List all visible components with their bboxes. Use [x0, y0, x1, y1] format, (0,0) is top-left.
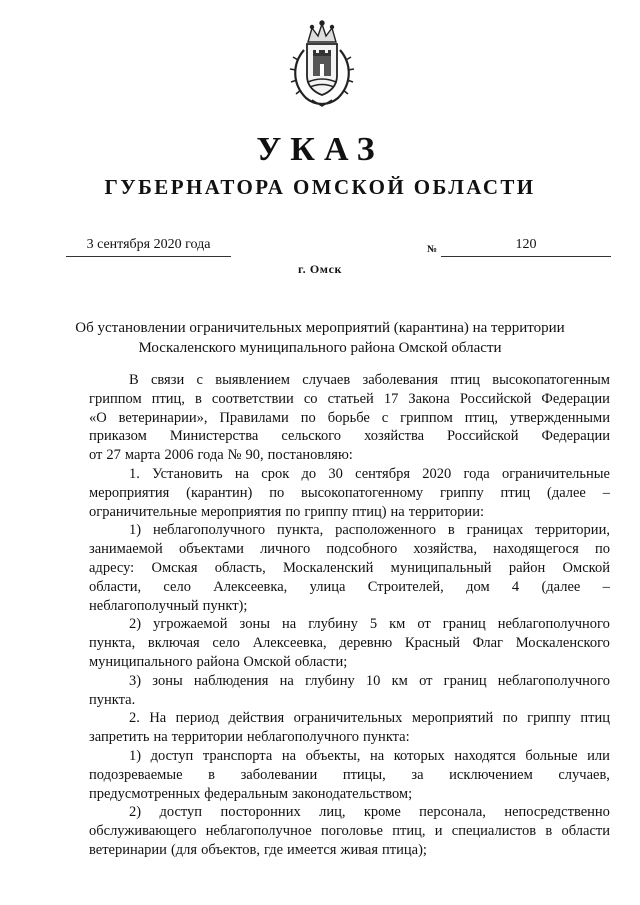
word: в [545, 823, 553, 840]
word: неблагополучного [497, 672, 610, 689]
word: хозяйства, [413, 541, 477, 558]
word: по [300, 409, 316, 426]
word: от [419, 672, 433, 689]
body-line [89, 521, 610, 540]
word: на [279, 672, 294, 689]
document-date: 3 сентября 2020 года [66, 236, 231, 257]
document-body [89, 371, 610, 860]
word: – [602, 578, 610, 595]
heading-line: Москаленского муниципального района Омской области [138, 340, 502, 356]
word: со [303, 390, 318, 407]
word: территории, [535, 522, 610, 539]
word: статьей [327, 390, 374, 407]
body-line [89, 785, 610, 804]
word: федеральным [204, 785, 289, 802]
body-line [89, 822, 610, 841]
body-line [89, 390, 610, 409]
word: птиц, [392, 823, 426, 840]
word: гриппу [440, 484, 484, 501]
word: которых [393, 747, 445, 764]
body-line [89, 409, 610, 428]
word: до [301, 465, 317, 482]
word: заболевания [362, 372, 439, 388]
word: на [390, 503, 405, 520]
word: км [389, 616, 406, 633]
body-line [89, 728, 610, 747]
word: 17 [383, 390, 399, 407]
word: неблагополучный [89, 597, 199, 614]
word: мероприятия [89, 484, 170, 501]
word: неблагополучного [497, 616, 610, 633]
word: от [89, 447, 103, 464]
word: (далее [541, 578, 581, 595]
number-label: № [427, 244, 438, 255]
document-heading [0, 318, 640, 358]
word: высокопатогенным [492, 372, 610, 388]
word: 27 [106, 447, 121, 464]
word: птица); [382, 841, 427, 858]
body-line [89, 578, 610, 597]
word: и [434, 823, 443, 840]
word: объектами [178, 541, 244, 558]
word: включая [147, 635, 200, 652]
word: ограничительные [89, 503, 198, 520]
word: выявлением [215, 372, 290, 388]
word: пункта. [89, 691, 136, 708]
word: срок [261, 465, 290, 482]
word: заболевании [240, 766, 318, 783]
word: Омской [243, 653, 291, 670]
city: г. Омск [297, 262, 343, 276]
word: ограничительных [293, 710, 403, 727]
word: (для [170, 841, 198, 858]
word: года [463, 465, 490, 482]
word: подозреваемые [89, 766, 183, 783]
word: (карантин) [186, 484, 253, 501]
word: района [196, 653, 240, 670]
issuer-title: ГУБЕРНАТОРА ОМСКОЙ ОБЛАСТИ [104, 175, 536, 199]
word: в [447, 522, 455, 539]
word: лиц, [319, 804, 346, 821]
word: в [194, 390, 202, 407]
word: 2) [129, 616, 142, 633]
body-line [89, 465, 610, 484]
word: 2. [129, 710, 140, 727]
word: Москаленский [282, 559, 374, 576]
word: соответствии [211, 390, 294, 407]
body-line [89, 672, 610, 691]
word: 30 [328, 465, 343, 482]
word: птиц [450, 372, 480, 388]
word: гриппу [304, 503, 349, 520]
word: имеется [287, 841, 337, 858]
body-line [89, 803, 610, 822]
word: непосредственно [504, 804, 610, 821]
word: область, [214, 559, 266, 576]
word: 2020 [422, 465, 452, 482]
word: (далее [546, 484, 586, 501]
body-line [89, 597, 610, 616]
body-line [89, 503, 610, 522]
word: области, [89, 578, 142, 595]
word: расположенного [335, 522, 437, 539]
word: где [264, 841, 284, 858]
word: № [227, 447, 242, 464]
body-line [89, 371, 610, 390]
word: неблагополучного [246, 729, 360, 746]
word: границ [442, 616, 486, 633]
word: мероприятия [201, 503, 282, 520]
word: Строителей, [367, 578, 444, 595]
word: по [594, 541, 610, 558]
word: Омской [562, 559, 610, 576]
word: границ [443, 672, 487, 689]
word: гриппом [89, 390, 142, 407]
word: 2006 [164, 447, 194, 464]
word: доступ [150, 747, 194, 764]
word: доступ [159, 804, 203, 821]
word: предусмотренных [89, 785, 201, 802]
word: запретить [89, 729, 150, 746]
word: На [149, 710, 167, 727]
word: Российской [459, 390, 532, 407]
word: поголовье [320, 823, 383, 840]
word: наблюдения [193, 672, 269, 689]
word: ветеринарии [89, 841, 167, 858]
word: кроме [363, 804, 401, 821]
word: адресу: [89, 559, 135, 576]
word: по [502, 710, 518, 727]
word: неблагополучное [205, 823, 312, 840]
word: 1) [129, 522, 142, 539]
word: года [197, 447, 224, 464]
body-line [89, 540, 610, 559]
body-line [89, 766, 610, 785]
body-line [89, 615, 610, 634]
body-line [89, 427, 610, 446]
document-number: 120 [441, 236, 611, 257]
word: области; [294, 653, 348, 670]
word: 10 [365, 672, 381, 689]
body-line [89, 446, 610, 465]
word: Закона [408, 390, 450, 407]
word: сельского [281, 428, 342, 445]
word: Омская [151, 559, 198, 576]
word: связи [150, 372, 185, 388]
word: угрожаемой [153, 616, 228, 633]
word: подсобного [326, 541, 398, 558]
word: 4 [511, 578, 520, 595]
word: 5 [369, 616, 378, 633]
word: ветеринарии», [118, 409, 208, 426]
word: 90, [245, 447, 264, 464]
word: случаев [302, 372, 351, 388]
word: территории [171, 729, 243, 746]
word: в [208, 766, 215, 783]
word: на [234, 465, 250, 482]
word: от [417, 616, 431, 633]
word: птиц, [151, 390, 185, 407]
word: находящегося [493, 541, 579, 558]
word: район [508, 559, 546, 576]
body-line [89, 559, 610, 578]
word: Правилами [219, 409, 289, 426]
word: глубину [308, 616, 358, 633]
word: Красный [404, 635, 460, 652]
word: транспорта [202, 747, 273, 764]
word: глубину [305, 672, 355, 689]
word: «О [89, 409, 107, 426]
word: птиц, [464, 409, 498, 426]
word: персонала, [419, 804, 486, 821]
word: неблагополучного [152, 522, 266, 539]
word: хозяйства [364, 428, 425, 445]
word: за [411, 766, 424, 783]
word: на [281, 616, 297, 633]
word: Флаг [472, 635, 504, 652]
body-line [89, 634, 610, 653]
word: или [587, 747, 610, 764]
word: Алексеевка, [213, 578, 288, 595]
word: 2) [129, 804, 142, 821]
word: село [212, 635, 240, 652]
word: период [175, 710, 220, 727]
word: случаев, [558, 766, 610, 783]
word: муниципального [89, 653, 193, 670]
word: 1) [129, 747, 142, 764]
word: Федерации [541, 428, 610, 445]
word: посторонних [220, 804, 301, 821]
word: мероприятий [411, 710, 494, 727]
word: специалистов [451, 823, 537, 840]
word: больные [525, 747, 578, 764]
word: приказом [89, 428, 147, 445]
word: птиц [500, 484, 531, 501]
word: на [281, 747, 297, 764]
word: на [153, 729, 168, 746]
word: 1. [129, 465, 140, 482]
word: по [269, 484, 285, 501]
word: области [561, 823, 610, 840]
word: законодательством; [292, 785, 413, 802]
word: постановляю: [267, 447, 353, 464]
document-type-title: УКАЗ [256, 131, 384, 168]
word: птиц) [352, 503, 387, 520]
word: зоны [239, 616, 270, 633]
word: Москаленского [515, 635, 610, 652]
body-line [89, 691, 610, 710]
word: пункта, [277, 522, 324, 539]
word: по [285, 503, 301, 520]
word: Алексеевка, [252, 635, 327, 652]
word: марта [124, 447, 161, 464]
word: с [381, 409, 389, 426]
word: гриппом [400, 409, 453, 426]
word: пункта, [89, 635, 136, 652]
word: село [163, 578, 191, 595]
word: км [391, 672, 408, 689]
body-line [89, 653, 610, 672]
word: высокопатогенному [301, 484, 424, 501]
word: находятся [454, 747, 516, 764]
word: – [602, 484, 610, 501]
body-line [89, 841, 610, 860]
word: деревню [339, 635, 393, 652]
word: муниципальный [390, 559, 492, 576]
word: Федерации [541, 390, 610, 407]
word: пункта: [363, 729, 410, 746]
word: обслуживающего [89, 823, 197, 840]
word: пункт); [202, 597, 248, 614]
word: живая [340, 841, 379, 858]
body-line [89, 747, 610, 766]
word: утвержденными [509, 409, 610, 426]
word: сентября [355, 465, 411, 482]
word: личного [260, 541, 311, 558]
word: с [196, 372, 203, 388]
body-line [89, 709, 610, 728]
word: занимаемой [89, 541, 163, 558]
word: В [129, 372, 139, 388]
word: Установить [152, 465, 223, 482]
word: гриппу [527, 710, 571, 727]
word: борьбе [327, 409, 370, 426]
word: птиц [580, 710, 610, 727]
word: территории: [408, 503, 484, 520]
heading-line: Об установлении ограничительных мероприятий (карантина) на территории [75, 320, 565, 336]
word: объекты, [305, 747, 361, 764]
word: объектов, [201, 841, 260, 858]
word: 3) [129, 672, 142, 689]
body-line [89, 484, 610, 503]
word: действия [228, 710, 285, 727]
word: Министерства [169, 428, 259, 445]
omsk-region-coat-of-arms-icon [282, 20, 362, 108]
word: исключением [449, 766, 533, 783]
word: границах [466, 522, 524, 539]
word: Российской [447, 428, 519, 445]
word: зоны [152, 672, 183, 689]
word: ограничительные [501, 465, 610, 482]
word: улица [309, 578, 346, 595]
word: дом [466, 578, 490, 595]
word: птицы, [342, 766, 386, 783]
word: на [369, 747, 385, 764]
